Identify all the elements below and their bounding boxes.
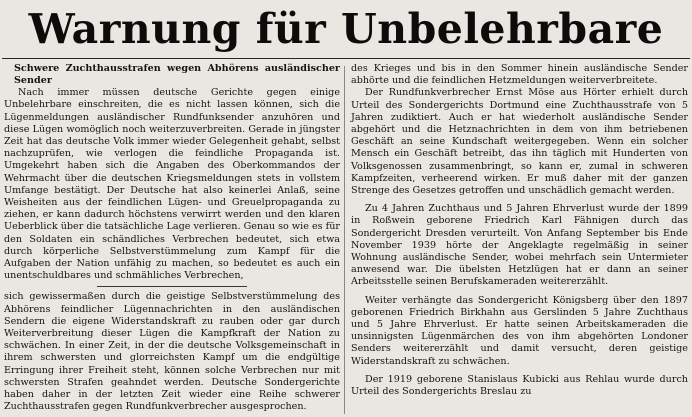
article-paragraph: Nach immer müssen deutsche Gerichte gegen einige Unbelehrbare einschreiten, die es nicht lassen können, sich die Lügenmeldungen ausländischer Rundfunksender anzuhören und diese Lügen womöglich noch weiterzuverbreiten. Gerade in jüngster Zeit hat das deutsche Volk immer wieder Gelegenheit gehabt, selbst nachzuprüfen, wie verlogen die feindliche Propaganda ist. Umgekehrt haben sich die Angaben des Oberkommandos der Wehrmacht über die deutschen Kriegsmeldungen stets in vollstem Umfange bestätigt. Der Deutsche hat also keinerlei Anlaß, seine Weisheiten aus der feindlichen Lügen- und Greuelpropaganda zu ziehen, er kann dadurch höchstens verwirrt werden und den klaren Ueberblick über die tatsächliche Lage verlieren. Genau so wie es für den Soldaten ein schändliches Verbrechen bedeutet, sich etwa durch körperliche Selbstverstümmelung zum Kampf für die Aufgaben der Nation unfähig zu machen, so bedeutet es auch ein unentschuldbares und schmähliches Verbrechen, xyxy=(4,87,340,282)
column-divider xyxy=(344,66,345,414)
article-paragraph: sich gewissermaßen durch die geistige Selbstverstümmelung des Abhörens feindlicher Lügennachrichten in den ausländischen Sendern die eigene Widerstandskraft zu rauben oder gar durch Weiterverbreitung dieser Lügen die Kampfkraft der Nation zu schwächen. In einer Zeit, in der die deutsche Volksgemeinschaft in ihrem schwersten und glorreichsten Kampf um die endgültige Erringung ihrer Freiheit steht, können solche Verbrechen nur mit schwersten Strafen geahndet werden. Deutsche Sondergerichte haben daher in der letzten Zeit wieder eine Reihe schwerer Zuchthausstrafen gegen Rundfunkverbrecher ausgesprochen. xyxy=(4,291,340,413)
subheadline: Schwere Zuchthausstrafen wegen Abhörens ausländischer Sender xyxy=(14,63,340,86)
left-column xyxy=(4,63,340,413)
section-separator xyxy=(97,286,247,287)
headline-rule xyxy=(2,58,690,59)
article-paragraph: Der Rundfunkverbrecher Ernst Möse aus Hörter erhielt durch Urteil des Sondergerichts Dortmund eine Zuchthausstrafe von 5 Jahren zudiktiert. Auch er hat wiederholt ausländische Sender abgehört und die Hetznachrichten in dem von ihm betriebenen Geschäft an seine Kundschaft weitergegeben. Wenn ein solcher Mensch ein Geschäft betreibt, das ihn täglich mit Hunderten von Volksgenossen zusammenbringt, so kann er, zumal in schweren Kampfzeiten, verheerend wirken. Er muß daher mit der ganzen Strenge des Gesetzes getroffen und unschädlich gemacht werden. xyxy=(351,87,688,197)
article-paragraph: Der 1919 geborene Stanislaus Kubicki aus Rehlau wurde durch Urteil des Sondergerichts Breslau zu xyxy=(351,373,688,398)
article-paragraph: Weiter verhängte das Sondergericht Königsberg über den 1897 geborenen Friedrich Birkhahn aus Gerslinden 5 Jahre Zuchthaus und 5 Jahre Ehrverlust. Er hatte seinen Arbeitskameraden die unsinnigsten Lügenmärchen des von ihm abgehörten Londoner Senders weitererzählt und damit versucht, deren geistige Widerstandskraft zu schwächen. xyxy=(351,294,688,367)
right-column xyxy=(351,63,688,398)
article-paragraph: des Krieges und bis in den Sommer hinein ausländische Sender abhörte und die feindlichen Hetzmeldungen weiterverbreitete. xyxy=(351,63,688,87)
article-paragraph: Zu 4 Jahren Zuchthaus und 5 Jahren Ehrverlust wurde der 1899 in Roßwein geborene Friedrich Karl Fähnigen durch das Sondergericht Dresden verurteilt. Von Anfang September bis Ende November 1939 hörte der Angeklagte regelmäßig in seiner Wohnung ausländische Sender, wobei mehrfach sein Untermieter anwesend war. Die übelsten Hetzlügen hat er dann an seiner Arbeitsstelle seinen Berufskameraden weitererzählt. xyxy=(351,203,688,288)
headline: Warnung für Unbelehrbare xyxy=(28,5,664,53)
